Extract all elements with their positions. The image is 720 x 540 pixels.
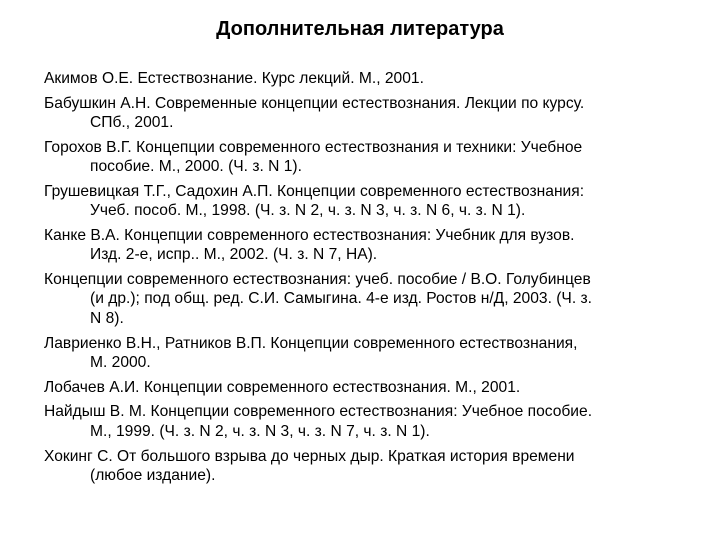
page-title: Дополнительная литература <box>216 18 504 40</box>
reference-item: Канке В.А. Концепции современного естествознания: Учебник для вузов. Изд. 2-е, испр.. М., 2002. (Ч. з. N 7, НА). <box>44 227 575 264</box>
reference-item: Найдыш В. М. Концепции современного естествознания: Учебное пособие. М., 1999. (Ч. з. N 2, ч. з. N 3, ч. з. N 7, ч. з. N 1). <box>44 403 593 440</box>
reference-item: Горохов В.Г. Концепции современного естествознания и техники: Учебное пособие. М., 2000. (Ч. з. N 1). <box>44 138 583 176</box>
reference-item: Грушевицкая Т.Г., Садохин А.П. Концепции современного естествознания: Учеб. пособ. М., 1998. (Ч. з. N 2, ч. з. N 3, ч. з. N 6, ч. з. N 1). <box>44 182 585 220</box>
reference-item: Лавриенко В.Н., Ратников В.П. Концепции современного естествознания, М. 2000. <box>44 334 578 371</box>
reference-item: Концепции современного естествознания: учеб. пособие / В.О. Голубинцев (и др.); под общ. ред. С.И. Самыгина. 4-е изд. Ростов н/Д, 2003. (Ч. з. N 8). <box>44 271 592 327</box>
reference-item: Лобачев А.И. Концепции современного естествознания. М., 2001. <box>44 378 521 396</box>
reference-item: Хокинг С. От большого взрыва до черных дыр. Краткая история времени (любое издание). <box>44 447 575 484</box>
reference-list <box>44 69 694 491</box>
reference-item: Акимов О.Е. Естествознание. Курс лекций. М., 2001. <box>44 70 424 87</box>
reference-item: Бабушкин А.Н. Современные концепции естествознания. Лекции по курсу. СПб., 2001. <box>44 94 585 132</box>
